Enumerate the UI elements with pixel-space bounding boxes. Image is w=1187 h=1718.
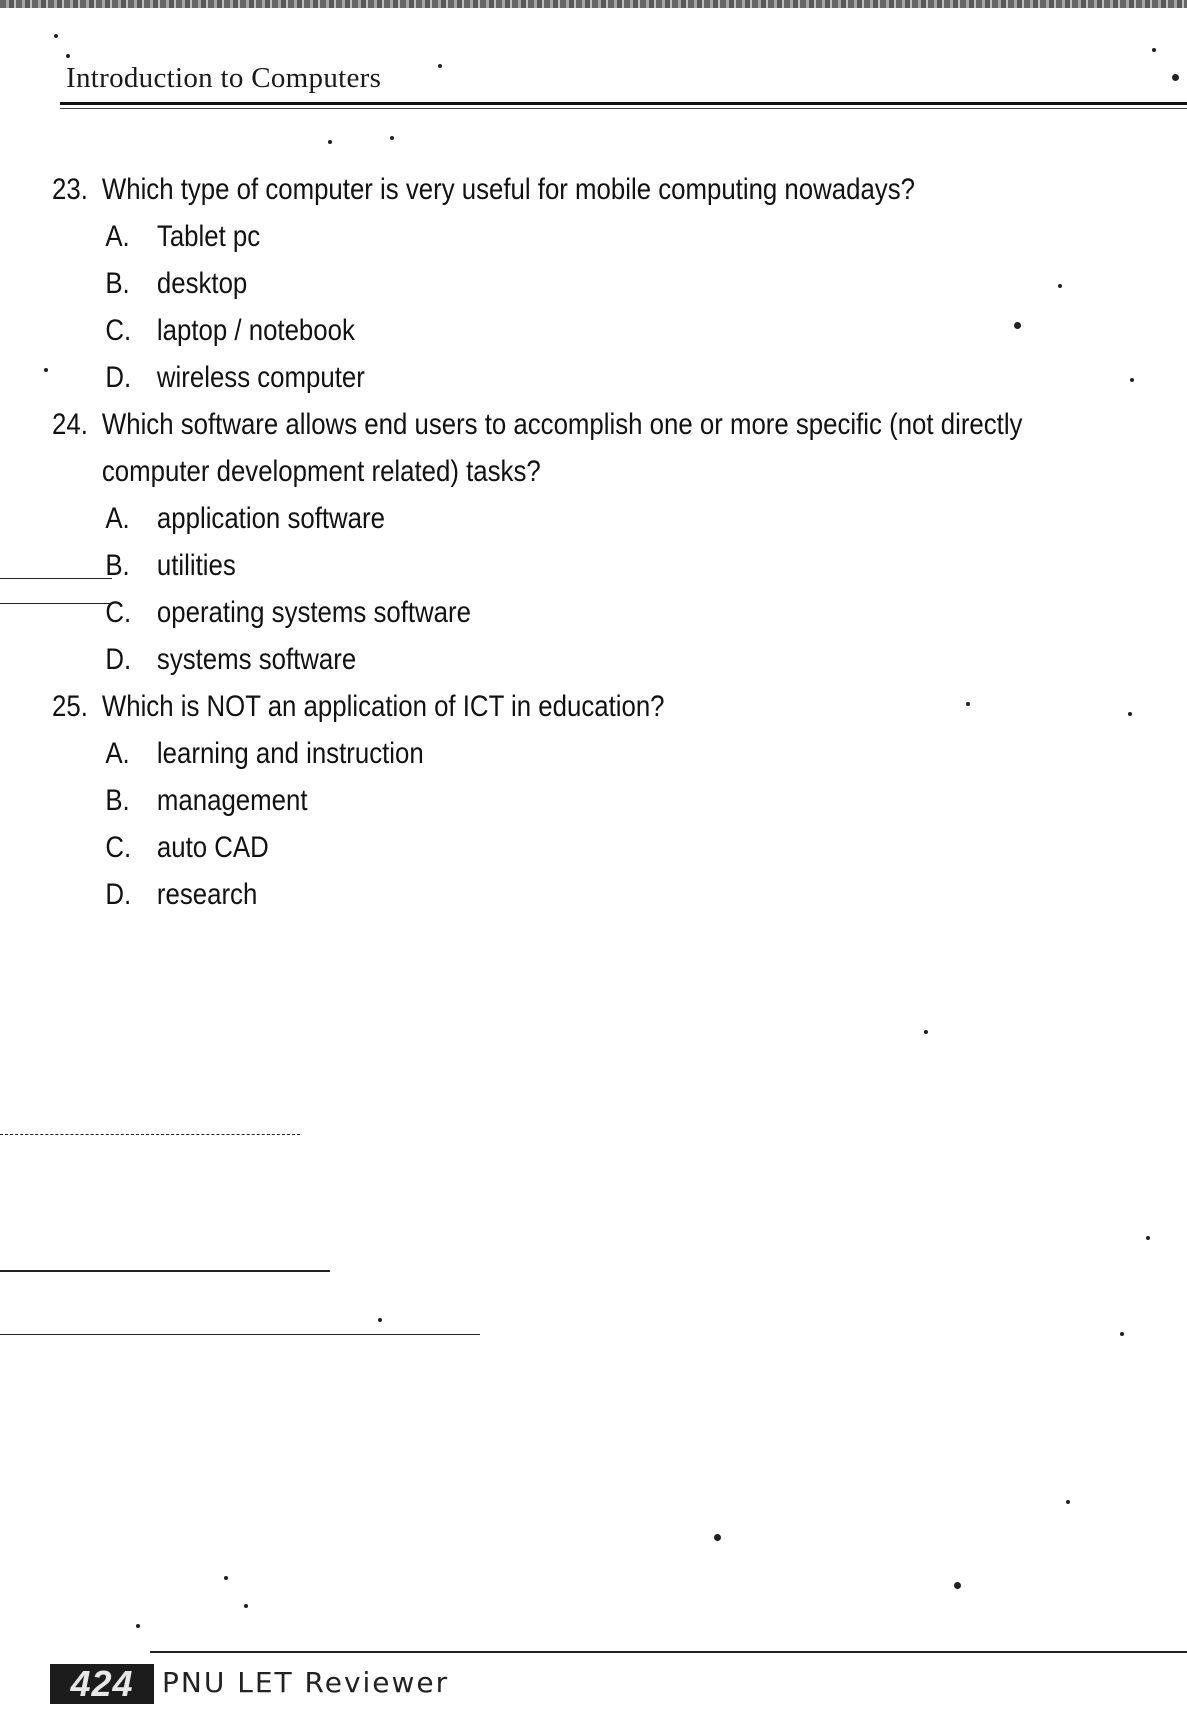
scan-speck [1146, 1236, 1150, 1240]
scan-line [0, 1134, 300, 1135]
question-stem [52, 683, 1024, 730]
question-text: Which software allows end users to accomplish one or more specific (not directly computer development related) tasks? [101, 408, 1023, 488]
header-rule-thin [60, 108, 1187, 109]
choice-text: laptop / notebook [156, 314, 355, 347]
question-list [52, 166, 1024, 918]
choice-letter: A. [105, 502, 130, 535]
choice-d [52, 636, 1024, 683]
scan-speck [438, 64, 442, 68]
choice-letter: C. [105, 314, 132, 347]
choice-letter: C. [105, 596, 132, 629]
scan-speck [1120, 1332, 1124, 1336]
scan-speck [378, 1318, 382, 1322]
scan-speck [714, 1534, 721, 1541]
scan-speck [1058, 284, 1062, 288]
scan-line [0, 603, 112, 604]
choice-letter: D. [105, 643, 132, 676]
choice-letter: D. [105, 361, 132, 394]
footer-book-title: PNU LET Reviewer [162, 1666, 450, 1699]
choice-text: management [156, 784, 308, 817]
question-24 [52, 401, 1024, 683]
choice-c [52, 307, 1024, 354]
choice-text: research [156, 878, 258, 911]
scan-line [0, 1334, 480, 1335]
question-number: 23. [52, 173, 88, 206]
choice-letter: D. [105, 878, 132, 911]
scan-speck [224, 1576, 228, 1580]
choice-c [52, 589, 1024, 636]
choice-d [52, 354, 1024, 401]
footer-rule [150, 1651, 1187, 1653]
choice-text: Tablet pc [156, 220, 261, 253]
choice-letter: A. [105, 220, 130, 253]
header-rule [60, 102, 1187, 105]
running-head-title: Introduction to Computers [66, 62, 382, 94]
choice-a [52, 730, 1024, 777]
scan-speck [54, 34, 58, 38]
question-number: 25. [52, 690, 88, 723]
choice-text: auto CAD [156, 831, 269, 864]
choice-d [52, 871, 1024, 918]
scan-speck [44, 368, 48, 372]
scan-speck [66, 54, 70, 58]
scan-speck [390, 136, 394, 140]
choice-a [52, 213, 1024, 260]
scan-speck [1066, 1500, 1070, 1504]
scan-line [0, 1270, 330, 1272]
choice-text: wireless computer [156, 361, 365, 394]
choice-letter: A. [105, 737, 130, 770]
choice-text: desktop [156, 267, 248, 300]
scan-speck [136, 1624, 140, 1628]
page-number-badge: 424 [50, 1664, 154, 1704]
question-25 [52, 683, 1024, 918]
choice-text: application software [156, 502, 385, 535]
scan-speck [954, 1582, 961, 1589]
scan-speck [1172, 74, 1179, 81]
question-text: Which type of computer is very useful for mobile computing nowadays? [101, 173, 915, 206]
choice-text: learning and instruction [156, 737, 424, 770]
scan-speck [1128, 712, 1132, 716]
scan-edge [0, 0, 1187, 8]
scan-speck [1014, 322, 1021, 329]
scan-speck [328, 140, 332, 144]
choice-letter: B. [105, 549, 130, 582]
scan-speck [1152, 48, 1156, 52]
choice-text: utilities [156, 549, 236, 582]
scan-speck [924, 1030, 928, 1034]
choice-text: systems software [156, 643, 357, 676]
choice-letter: B. [105, 784, 130, 817]
question-stem [52, 166, 1024, 213]
choice-letter: B. [105, 267, 130, 300]
question-number: 24. [52, 408, 88, 441]
scan-line [0, 578, 112, 579]
choice-a [52, 495, 1024, 542]
choice-b [52, 260, 1024, 307]
question-text: Which is NOT an application of ICT in education? [101, 690, 665, 723]
choice-c [52, 824, 1024, 871]
scan-speck [966, 702, 970, 706]
choice-b [52, 777, 1024, 824]
choice-b [52, 542, 1024, 589]
choice-text: operating systems software [156, 596, 471, 629]
choice-letter: C. [105, 831, 132, 864]
scan-speck [244, 1604, 248, 1608]
scan-speck [1130, 378, 1134, 382]
question-stem [52, 401, 1024, 495]
question-23 [52, 166, 1024, 401]
